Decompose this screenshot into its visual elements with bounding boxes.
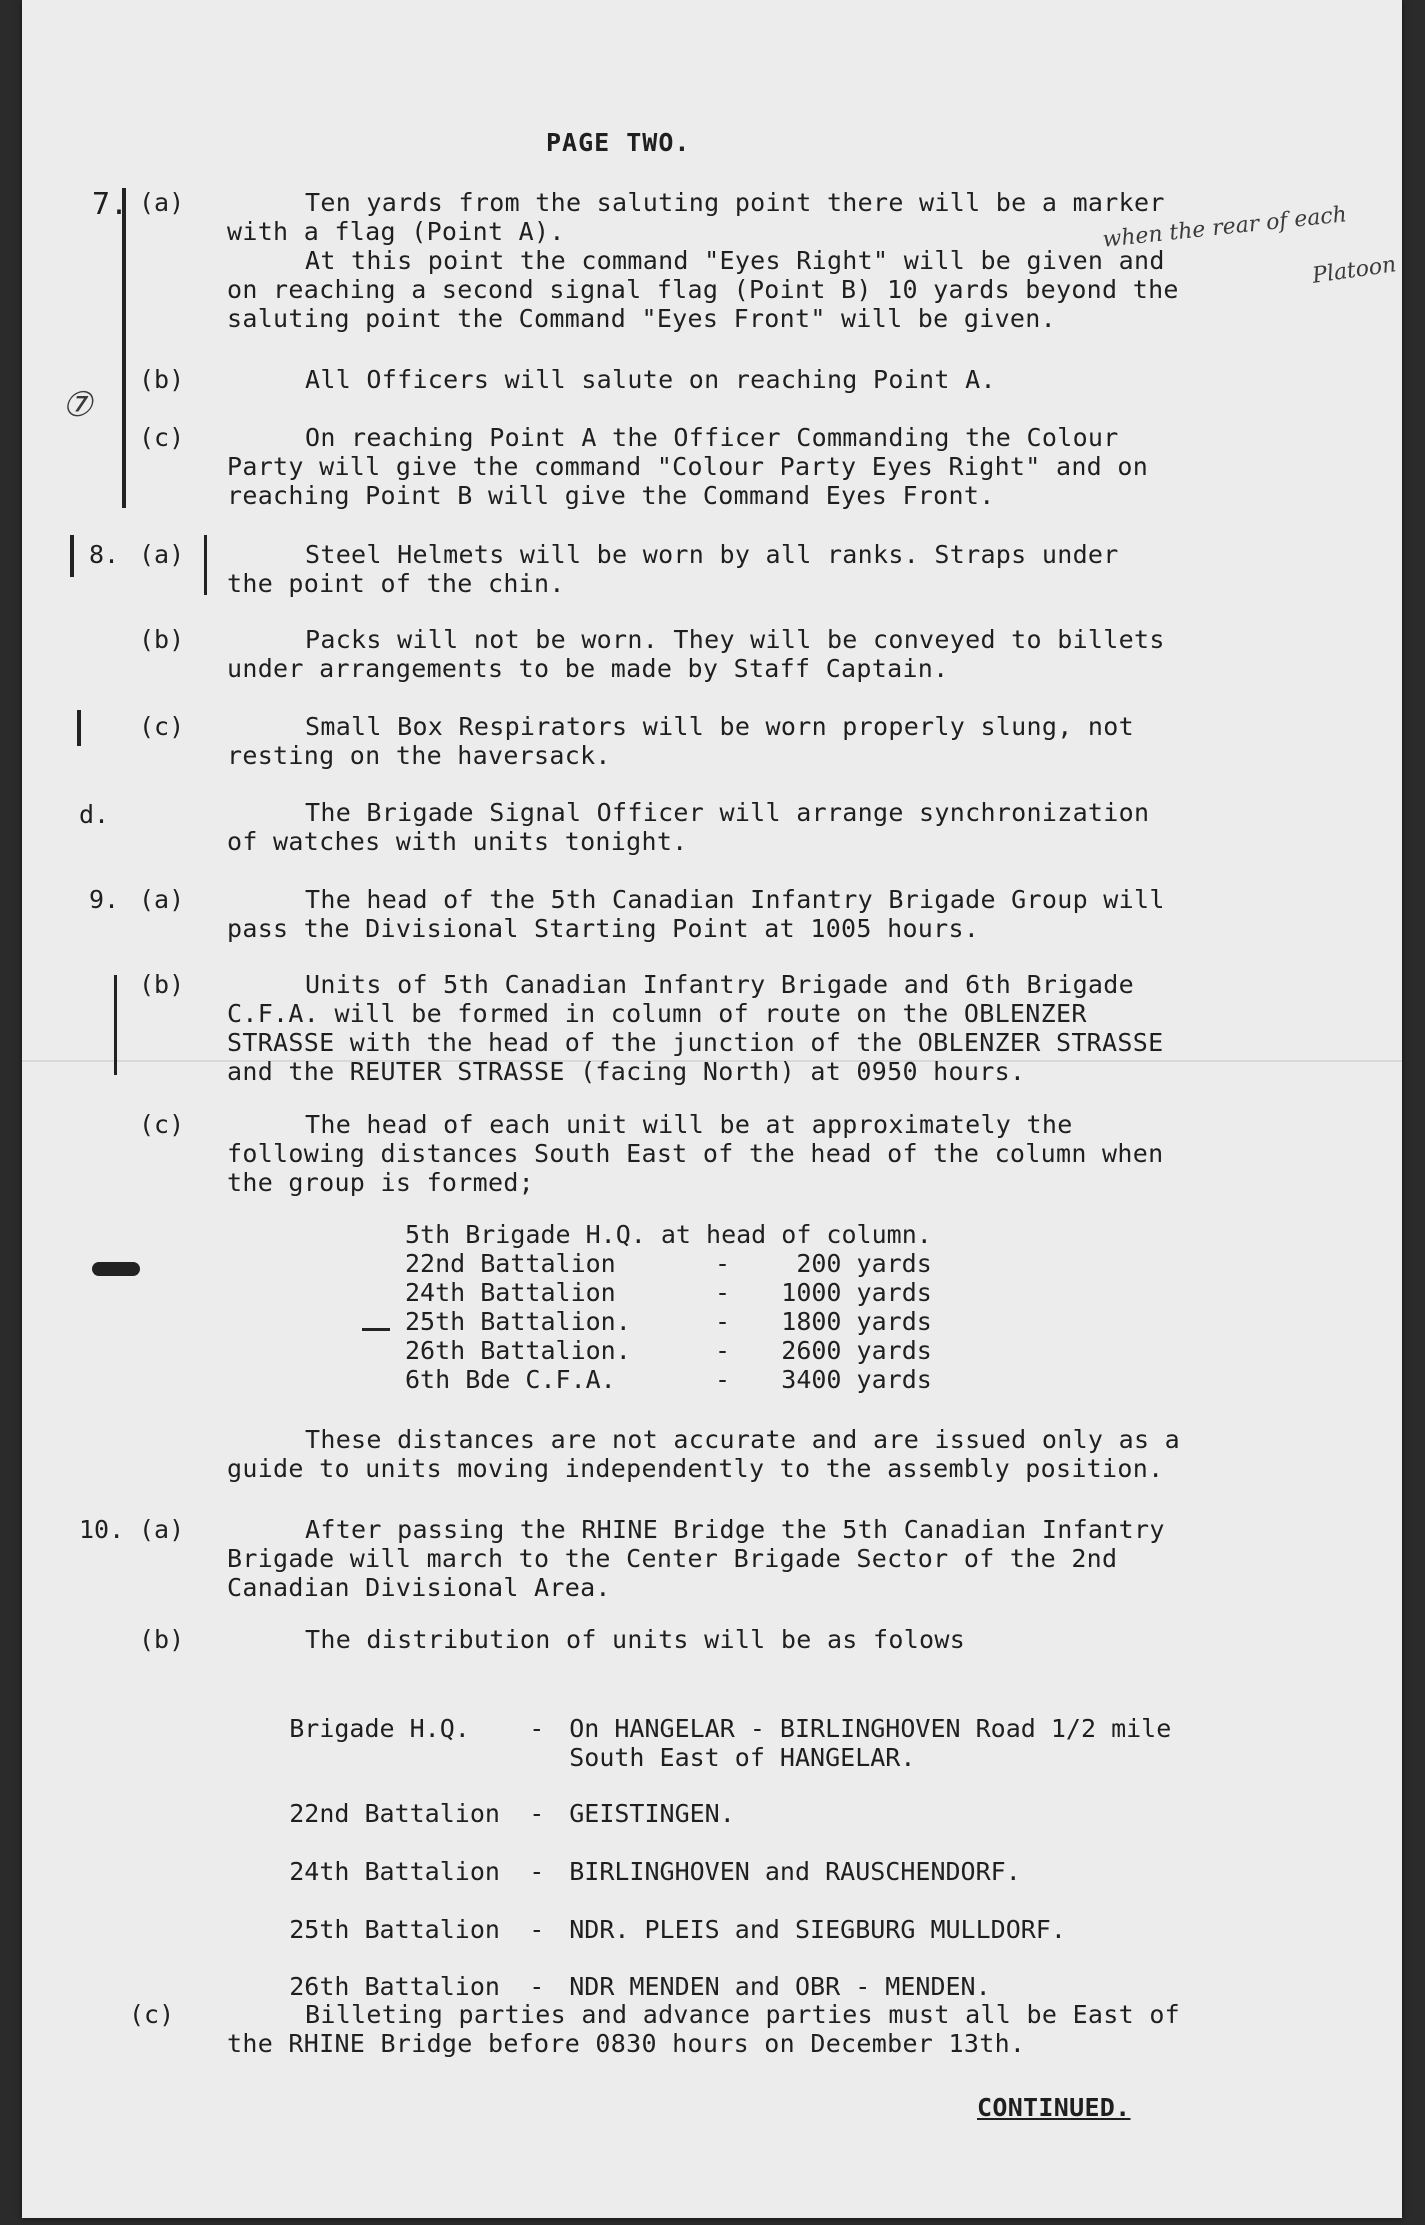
distribution-place: South East of HANGELAR. <box>569 1743 916 1772</box>
text-line: Party will give the command "Colour Party Eyes Right" and on <box>227 452 1149 481</box>
subsection-label: (a) <box>139 1515 185 1544</box>
subsection-label: (c) <box>129 2000 175 2029</box>
distribution-dash: - <box>529 1857 545 1886</box>
subsection-label: (a) <box>139 188 185 217</box>
distance-table <box>405 1220 942 1394</box>
text-line: The head of each unit will be at approximately the <box>305 1110 1073 1139</box>
text-line: the point of the chin. <box>227 569 565 598</box>
table-cell-value: 200 yards <box>796 1249 932 1278</box>
text-line: guide to units moving independently to the assembly position. <box>227 1454 1164 1483</box>
text-line: STRASSE with the head of the junction of the OBLENZER STRASSE <box>227 1028 1164 1057</box>
text-line: Small Box Respirators will be worn properly slung, not <box>305 712 1134 741</box>
subsection-label: (a) <box>139 885 185 914</box>
subsection-label: (b) <box>139 970 185 999</box>
subsection-label: (a) <box>139 540 185 569</box>
section-number: 7. <box>92 187 129 222</box>
table-cell-dash: - <box>715 1336 731 1365</box>
distribution-place: GEISTINGEN. <box>569 1799 735 1828</box>
distribution-unit: 25th Battalion <box>289 1915 500 1944</box>
handwritten-note: when the rear of each <box>1101 202 1349 253</box>
table-cell-dash: - <box>715 1278 731 1307</box>
distribution-unit: 26th Battalion <box>289 1972 500 2001</box>
distribution-place: NDR. PLEIS and SIEGBURG MULLDORF. <box>569 1915 1066 1944</box>
table-cell-dash: - <box>715 1249 731 1278</box>
table-row <box>405 1249 942 1278</box>
text-line: The distribution of units will be as folows <box>305 1625 966 1654</box>
section-number: 8. <box>89 540 120 569</box>
text-line: All Officers will salute on reaching Point A. <box>305 365 996 394</box>
distribution-unit: 24th Battalion <box>289 1857 500 1886</box>
distribution-dash: - <box>529 1972 545 2001</box>
subsection-label: (c) <box>139 423 185 452</box>
section-number: 10. <box>79 1515 125 1544</box>
text-line: the RHINE Bridge before 0830 hours on December 13th. <box>227 2029 1026 2058</box>
text-line: Units of 5th Canadian Infantry Brigade and 6th Brigade <box>305 970 1134 999</box>
text-line: on reaching a second signal flag (Point B) 10 yards beyond the <box>227 275 1179 304</box>
text-line: On reaching Point A the Officer Commanding the Colour <box>305 423 1119 452</box>
ink-blot-mark <box>92 1262 140 1276</box>
table-cell-unit: 25th Battalion. <box>405 1307 631 1336</box>
margin-mark <box>77 710 81 746</box>
text-line: Canadian Divisional Area. <box>227 1573 611 1602</box>
subsection-label: (b) <box>139 625 185 654</box>
text-line: saluting point the Command "Eyes Front" will be given. <box>227 304 1056 333</box>
table-cell-value: 2600 yards <box>781 1336 932 1365</box>
section-number: 9. <box>89 885 120 914</box>
distribution-unit: Brigade H.Q. <box>289 1714 470 1743</box>
text-line: resting on the haversack. <box>227 741 611 770</box>
margin-mark <box>114 975 117 1075</box>
subsection-label: (b) <box>139 365 185 394</box>
distribution-dash: - <box>529 1714 545 1743</box>
table-row <box>405 1307 942 1336</box>
table-cell-value: 1000 yards <box>781 1278 932 1307</box>
text-line: and the REUTER STRASSE (facing North) at 0950 hours. <box>227 1057 1026 1086</box>
text-line: These distances are not accurate and are issued only as a <box>305 1425 1181 1454</box>
text-line: Brigade will march to the Center Brigade Sector of the 2nd <box>227 1544 1118 1573</box>
text-line: of watches with units tonight. <box>227 827 688 856</box>
text-line: After passing the RHINE Bridge the 5th Canadian Infantry <box>305 1515 1165 1544</box>
subsection-label: (c) <box>139 712 185 741</box>
table-cell-dash: - <box>715 1307 731 1336</box>
text-line: Steel Helmets will be worn by all ranks. Straps under <box>305 540 1119 569</box>
margin-dash-mark <box>362 1328 390 1331</box>
margin-mark <box>70 535 74 577</box>
table-cell-dash: - <box>715 1365 731 1394</box>
table-row <box>405 1278 942 1307</box>
distribution-place: BIRLINGHOVEN and RAUSCHENDORF. <box>569 1857 1021 1886</box>
circled-number-mark: ⑦ <box>62 385 93 425</box>
table-row <box>405 1220 942 1249</box>
subsection-label: (c) <box>139 1110 185 1139</box>
continued-label: CONTINUED. <box>977 2093 1131 2122</box>
table-cell-unit: 6th Bde C.F.A. <box>405 1365 616 1394</box>
text-line: with a flag (Point A). <box>227 217 565 246</box>
margin-bracket-mark <box>122 188 126 508</box>
table-cell-unit: 22nd Battalion <box>405 1249 616 1278</box>
distribution-unit: 22nd Battalion <box>289 1799 500 1828</box>
distribution-dash: - <box>529 1799 545 1828</box>
subsection-label: (b) <box>139 1625 185 1654</box>
handwritten-note: Platoon <box>1310 252 1398 289</box>
table-row <box>405 1365 942 1394</box>
table-cell-unit: 24th Battalion <box>405 1278 616 1307</box>
text-line: reaching Point B will give the Command Eyes Front. <box>227 481 995 510</box>
text-line: the group is formed; <box>227 1168 535 1197</box>
distribution-place: On HANGELAR - BIRLINGHOVEN Road 1/2 mile <box>569 1714 1172 1743</box>
table-row <box>405 1336 942 1365</box>
page-title: PAGE TWO. <box>546 128 691 157</box>
distribution-dash: - <box>529 1915 545 1944</box>
text-line: C.F.A. will be formed in column of route on the OBLENZER <box>227 999 1087 1028</box>
distribution-place: NDR MENDEN and OBR - MENDEN. <box>569 1972 991 2001</box>
table-cell-unit: 5th Brigade H.Q. at head of column. <box>405 1220 932 1249</box>
table-cell-value: 1800 yards <box>781 1307 932 1336</box>
text-line: The head of the 5th Canadian Infantry Brigade Group will <box>305 885 1165 914</box>
text-line: under arrangements to be made by Staff Captain. <box>227 654 949 683</box>
subsection-label: d. <box>79 800 110 829</box>
margin-mark <box>204 535 207 595</box>
document-page <box>22 0 1402 2218</box>
text-line: following distances South East of the head of the column when <box>227 1139 1164 1168</box>
text-line: The Brigade Signal Officer will arrange synchronization <box>305 798 1150 827</box>
table-cell-unit: 26th Battalion. <box>405 1336 631 1365</box>
text-line: At this point the command "Eyes Right" will be given and <box>305 246 1165 275</box>
text-line: pass the Divisional Starting Point at 1005 hours. <box>227 914 980 943</box>
text-line: Billeting parties and advance parties must all be East of <box>305 2000 1181 2029</box>
text-line: Ten yards from the saluting point there will be a marker <box>305 188 1165 217</box>
table-cell-value: 3400 yards <box>781 1365 932 1394</box>
text-line: Packs will not be worn. They will be conveyed to billets <box>305 625 1165 654</box>
